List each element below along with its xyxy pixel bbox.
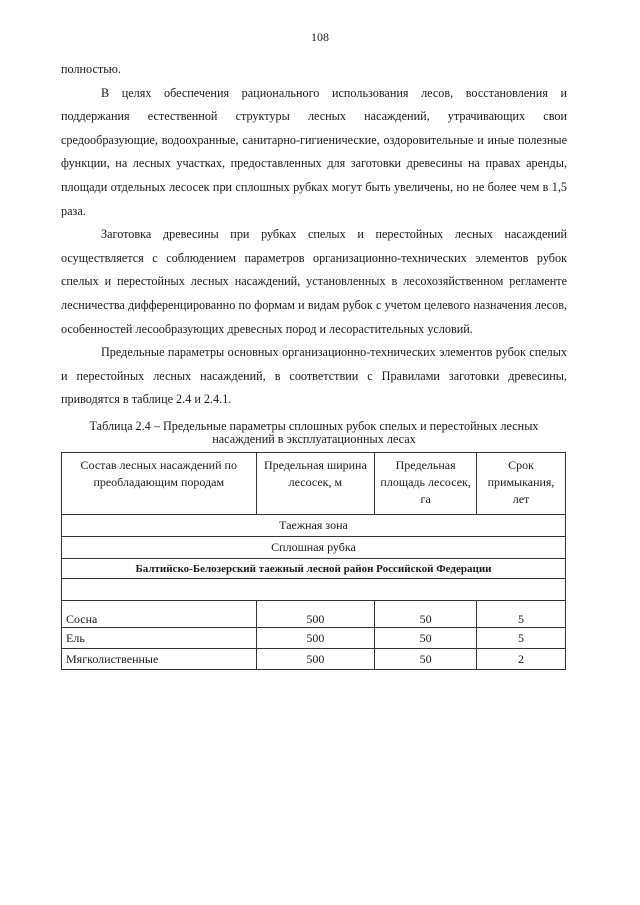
paragraph-4: Предельные параметры основных организационно-технических элементов рубок спелых и перестойных лесных насаждений, в соответствии с Правилами заготовки древесины, приводятся в таблице 2.4 и 2.4.1. xyxy=(61,345,567,407)
paragraph-1: полностью. xyxy=(61,62,121,76)
area-cell: 50 xyxy=(375,649,477,670)
region-row xyxy=(62,559,566,579)
header-species: Состав лесных насаждений по преобладающим породам xyxy=(62,453,257,515)
header-width: Предельная ширина лесосек, м xyxy=(256,453,375,515)
empty-row xyxy=(62,579,566,601)
species-cell: Ель xyxy=(62,628,257,649)
zone-cell: Таежная зона xyxy=(62,515,566,537)
width-cell: 500 xyxy=(256,601,375,628)
table-row xyxy=(62,628,566,649)
species-cell: Мягколиственные xyxy=(62,649,257,670)
width-cell: 500 xyxy=(256,649,375,670)
header-area: Предельная площадь лесосек, га xyxy=(375,453,477,515)
zone-row xyxy=(62,515,566,537)
body-text xyxy=(61,58,567,412)
paragraph-2: В целях обеспечения рационального использования лесов, восстановления и поддержания естественной структуры лесных насаждений, утрачивающих свои средообразующие, водоохранные, санитарно-гигиенические, оздоровительные и иные полезные функции, на лесных участках, предоставленных для заготовки древесины на правах аренды, площади отдельных лесосек при сплошных рубках могут быть увеличены, но не более чем в 1,5 раза. xyxy=(61,85,567,218)
cut-type-row xyxy=(62,537,566,559)
region-cell: Балтийско-Белозерский таежный лесной район Российской Федерации xyxy=(62,559,566,579)
term-cell: 5 xyxy=(477,601,566,628)
species-cell: Сосна xyxy=(62,601,257,628)
parameters-table xyxy=(61,452,566,670)
empty-cell xyxy=(62,579,566,601)
width-cell: 500 xyxy=(256,628,375,649)
paragraph-3: Заготовка древесины при рубках спелых и перестойных лесных насаждений осуществляется с соблюдением параметров организационно-технических элементов рубок спелых и перестойных лесных насаждений, установленных в лесохозяйственном регламенте лесничества дифференцированно по формам и видам рубок с учетом целевого назначения лесов, особенностей лесообразующих древесных пород и лесорастительных условий. xyxy=(61,227,567,336)
term-cell: 2 xyxy=(477,649,566,670)
table-header-row xyxy=(62,453,566,515)
term-cell: 5 xyxy=(477,628,566,649)
header-term: Срок примыкания, лет xyxy=(477,453,566,515)
table-row xyxy=(62,601,566,628)
cut-type-cell: Сплошная рубка xyxy=(62,537,566,559)
page-number: 108 xyxy=(311,30,329,44)
area-cell: 50 xyxy=(375,601,477,628)
table-caption: Таблица 2.4 – Предельные параметры сплошных рубок спелых и перестойных лесных насаждений в эксплуатационных лесах xyxy=(89,419,539,446)
area-cell: 50 xyxy=(375,628,477,649)
table-row xyxy=(62,649,566,670)
